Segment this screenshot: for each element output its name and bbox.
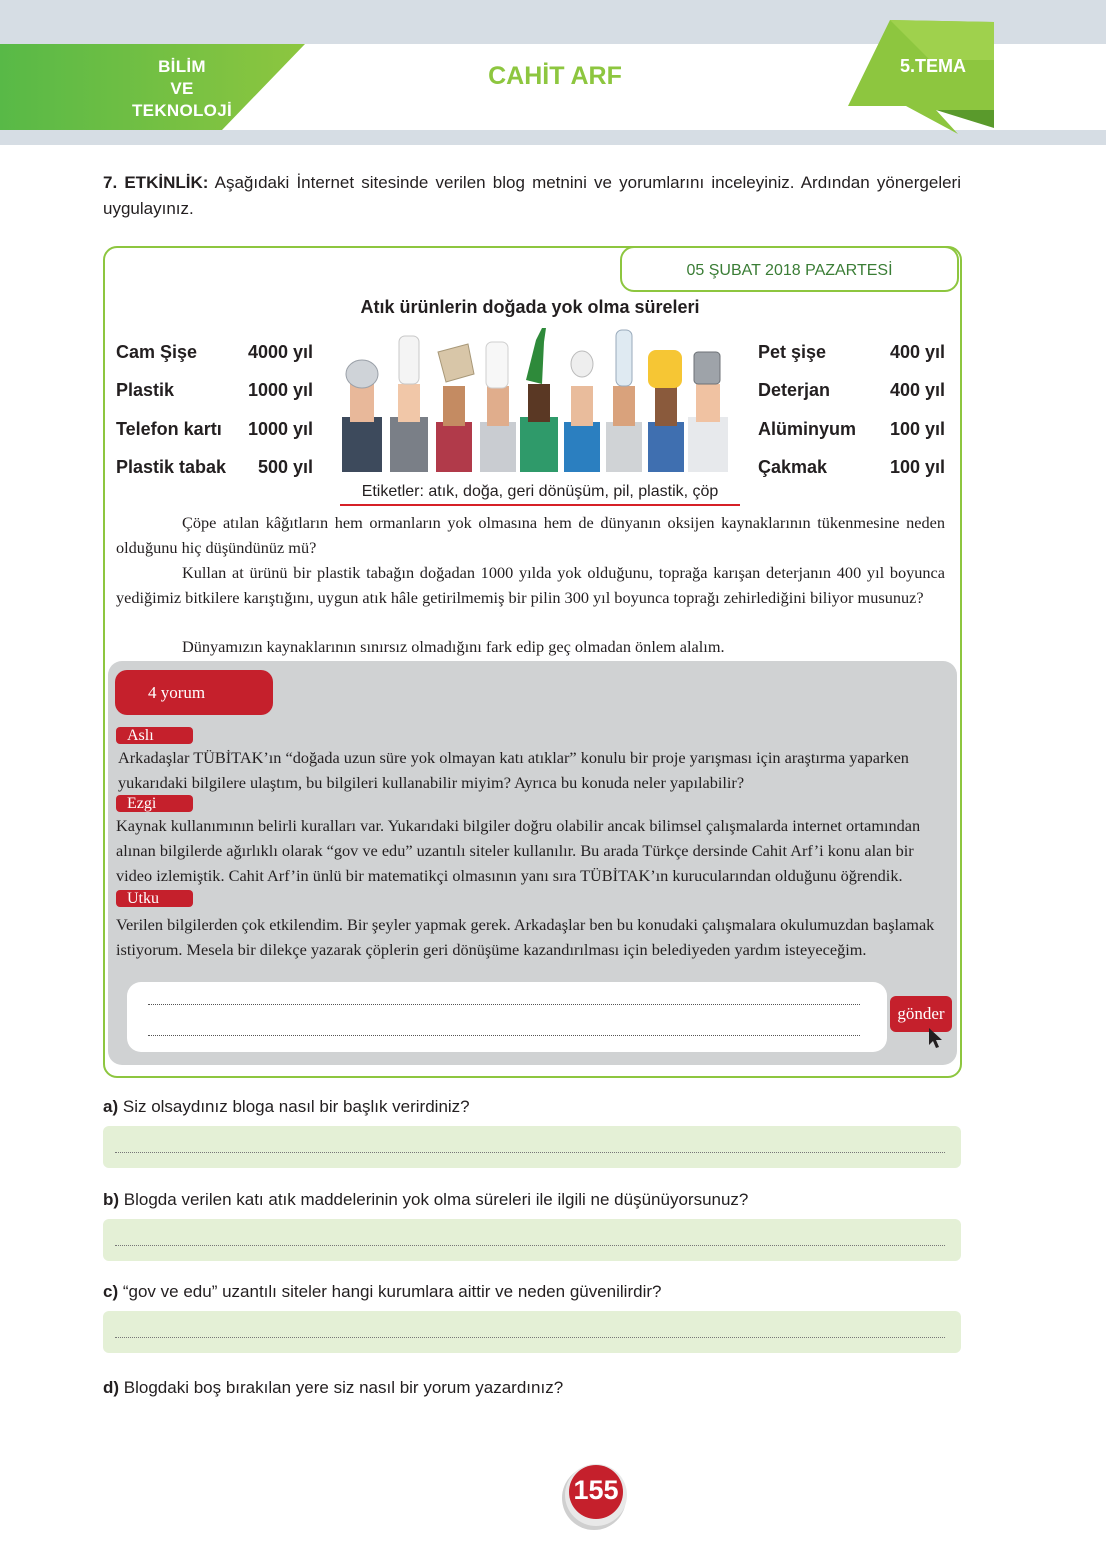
duration-name: Çakmak [758, 457, 828, 477]
section-label [112, 56, 252, 122]
duration-value: 100 yıl [889, 419, 945, 439]
comment-count[interactable]: 4 yorum [115, 670, 273, 715]
page-number: 155 [573, 1475, 619, 1505]
reply-line [148, 1035, 860, 1036]
answer-field-c[interactable] [103, 1311, 961, 1353]
question-b [103, 1190, 963, 1210]
answer-field-a[interactable] [103, 1126, 961, 1168]
activity-intro [103, 170, 961, 222]
question-c [103, 1282, 963, 1302]
question-label: a) [103, 1097, 119, 1116]
duration-value: 500 yıl [257, 457, 313, 477]
comment-author: Aslı [116, 727, 193, 744]
duration-value: 1000 yıl [247, 419, 313, 439]
answer-field-b[interactable] [103, 1219, 961, 1261]
section-line-1: BİLİM [158, 57, 206, 76]
question-d [103, 1378, 963, 1398]
question-label: d) [103, 1378, 120, 1397]
chapter-title: CAHİT ARF [488, 62, 622, 90]
mouse-cursor-icon [928, 1027, 946, 1049]
comment-text: Kaynak kullanımının belirli kuralları var. Yukarıdaki bilgiler doğru olabilir ancak bilimsel çalışmalarda internet ortamından alınan bilgilerde ağırlıklı olarak “gov ve edu” uzantılı siteler kullanılır. Bu arada Türkçe dersinde Cahit Arf’i konu alan bir video izlemiştik. Cahit Arf’in ünlü bir matematikçi olmasının yanı sıra TÜBİTAK’ın kurucularından olduğunu öğrendik. [116, 816, 921, 885]
blog-date: 05 ŞUBAT 2018 PAZARTESİ [620, 246, 959, 292]
tags-underline [340, 504, 740, 506]
activity-instruction: Aşağıdaki İnternet sitesinde verilen blog metnini ve yorumlarını inceleyiniz. Ardından yönergeleri uygulayınız. [103, 173, 961, 218]
duration-name: Telefon kartı [116, 419, 222, 439]
blog-tags: Etiketler: atık, doğa, geri dönüşüm, pil, plastik, çöp [361, 483, 719, 500]
comment-text: Arkadaşlar TÜBİTAK’ın “doğada uzun süre yok olmayan katı atıklar” konulu bir proje yarışması için araştırma yaparken yukarıdaki bilgilere ulaştım, bu bilgileri kullanabilir miyim? Ayrıca bu konuda neler yapılabilir? [118, 748, 909, 792]
question-a [103, 1097, 963, 1117]
duration-value: 1000 yıl [247, 380, 313, 400]
waste-items-photo [328, 322, 743, 472]
activity-label: 7. ETKİNLİK: [103, 173, 209, 192]
duration-name: Pet şişe [758, 342, 827, 362]
theme-flag [840, 20, 1000, 140]
question-text: Blogdaki boş bırakılan yere siz nasıl bir yorum yazardınız? [123, 1378, 564, 1397]
blog-paragraph: Çöpe atılan kâğıtların hem ormanların yok olmasına hem de dünyanın oksijen kaynaklarının tükenmesine neden olduğunu hiç düşündünüz mü? [116, 513, 945, 557]
duration-name: Alüminyum [758, 419, 857, 439]
theme-label: 5.TEMA [899, 56, 966, 76]
reply-input[interactable] [127, 982, 887, 1052]
duration-name: Plastik tabak [116, 457, 227, 477]
duration-name: Deterjan [758, 380, 831, 400]
question-label: c) [103, 1282, 119, 1301]
duration-value: 100 yıl [889, 457, 945, 477]
blog-title: Atık ürünlerin doğada yok olma süreleri [360, 297, 700, 317]
question-text: Siz olsaydınız bloga nasıl bir başlık verirdiniz? [122, 1097, 470, 1116]
question-label: b) [103, 1190, 120, 1209]
section-line-2: VE [170, 79, 194, 98]
blog-paragraph: Kullan at ürünü bir plastik tabağın doğadan 1000 yılda yok olduğunu, toprağa karışan deterjanın 400 yıl boyunca yediğimiz bitkilere karıştığını, uygun atık hâle getirilmemiş bir pilin 300 yıl boyunca toprağı zehirlediğini biliyor musunuz? [116, 563, 945, 607]
duration-name: Plastik [116, 380, 175, 400]
blog-paragraph: Dünyamızın kaynaklarının sınırsız olmadığını fark edip geç olmadan önlem alalım. [182, 637, 725, 656]
question-text: Blogda verilen katı atık maddelerinin yok olma süreleri ile ilgili ne düşünüyorsunuz? [123, 1190, 749, 1209]
comment-author: Ezgi [116, 795, 193, 812]
reply-line [148, 1004, 860, 1005]
question-text: “gov ve edu” uzantılı siteler hangi kurumlara aittir ve neden güvenilirdir? [122, 1282, 662, 1301]
duration-value: 400 yıl [889, 342, 945, 362]
section-line-3: TEKNOLOJİ [132, 101, 232, 120]
duration-value: 4000 yıl [247, 342, 313, 362]
duration-name: Cam Şişe [116, 342, 198, 362]
duration-value: 400 yıl [889, 380, 945, 400]
send-button[interactable]: gönder [890, 996, 952, 1032]
comment-text: Verilen bilgilerden çok etkilendim. Bir şeyler yapmak gerek. Arkadaşlar ben bu konudaki çalışmalara okulumuzdan başlamak istiyorum. Mesela bir dilekçe yazarak çöplerin geri dönüşüme kazandırılması için belediyeden yardım isteyeceğim. [116, 915, 935, 959]
comment-author: Utku [116, 890, 193, 907]
